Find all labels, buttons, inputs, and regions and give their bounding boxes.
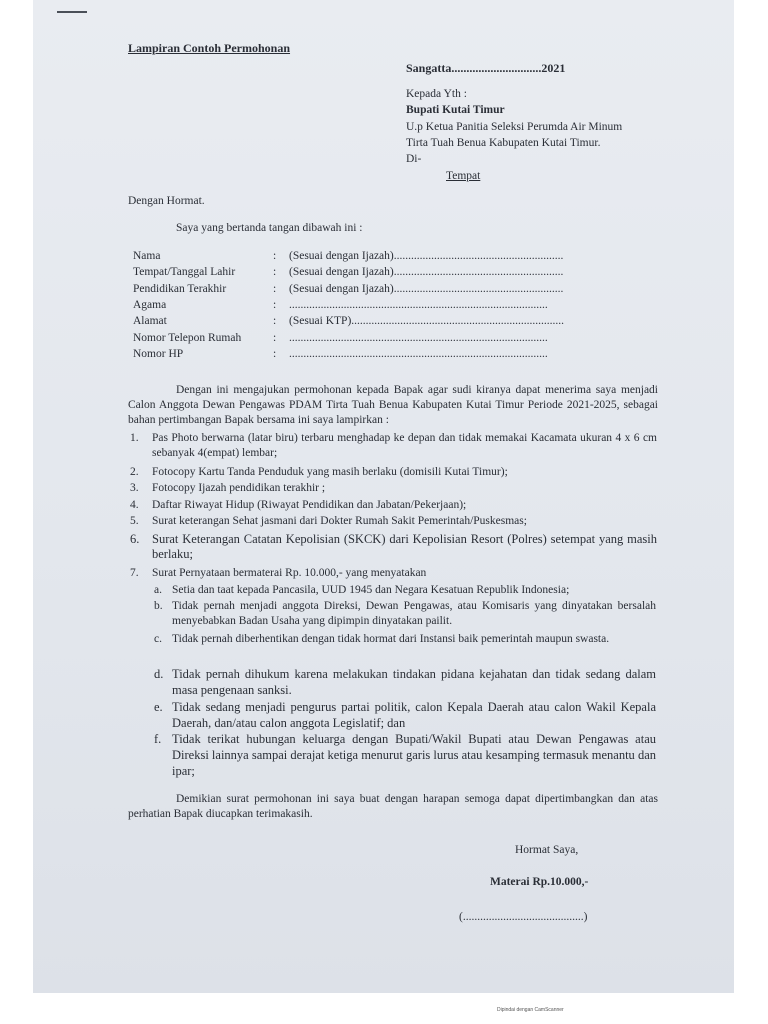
scanned-document-photo <box>33 0 734 993</box>
signature-salutation: Hormat Saya, <box>515 844 579 856</box>
field-colon: : <box>273 348 277 360</box>
field-label: Nomor Telepon Rumah <box>133 332 242 344</box>
field-label: Alamat <box>133 315 167 327</box>
sub-item: c. Tidak pernah diberhentikan dengan tidak hormat dari Instansi baik pemerintah maupun swasta. <box>154 633 610 645</box>
sub-item: b. Tidak pernah menjadi anggota Direksi, Dewan Pengawas, atau Komisaris yang dinyatakan bersalah menyebabkan Badan Usaha yang dipimpin dinyatakan pailit. <box>154 600 656 627</box>
field-colon: : <box>273 315 277 327</box>
recipient-tempat: Tempat <box>446 170 481 182</box>
body-paragraph-text: Dengan ini mengajukan permohonan kepada Bapak agar sudi kiranya dapat menerima saya menjadi Calon Anggota Dewan Pengawas PDAM Tirta Tuah Benua Kabupaten Kutai Timur Periode 2021-2025, sebagai bahan pertimbangan Bapak bersama ini saya lampirkan : <box>128 384 658 426</box>
place-date: Sangatta..............................2021 <box>406 61 566 75</box>
signature-name-line: (..........................................) <box>459 911 588 923</box>
list-item: 3. Fotocopy Ijazah pendidikan terakhir ; <box>130 482 326 494</box>
sub-item: a. Setia dan taat kepada Pancasila, UUD 1945 dan Negara Kesatuan Republik Indonesia; <box>154 584 570 596</box>
recipient-line2: Tirta Tuah Benua Kabupaten Kutai Timur. <box>406 137 601 149</box>
recipient-di: Di- <box>406 153 422 165</box>
scanner-watermark: Dipindai dengan CamScanner <box>497 1007 564 1013</box>
signature-materai: Materai Rp.10.000,- <box>490 876 589 888</box>
sub-item: e. Tidak sedang menjadi pengurus partai politik, calon Kepala Daerah atau calon Wakil Kepala Daerah, dan/atau calon anggota Legislatif; dan <box>154 700 656 730</box>
list-item: 1. Pas Photo berwarna (latar biru) terbaru menghadap ke depan dan tidak memakai Kacamata ukuran 4 x 6 cm sebanyak 4(empat) lembar; <box>130 432 657 459</box>
closing-paragraph <box>128 792 658 822</box>
field-value: .......................................................................................... <box>289 348 548 360</box>
sub-item: f. Tidak terikat hubungan keluarga dengan Bupati/Wakil Bupati atau Dewan Pengawas atau Direksi lainnya sampai derajat ketiga menurut garis lurus atau kesamping termasuk menantu dan ipar; <box>154 732 656 778</box>
list-item: 6. Surat Keterangan Catatan Kepolisian (SKCK) dari Kepolisian Resort (Polres) setempat yang masih berlaku; <box>130 532 657 561</box>
field-value: (Sesuai dengan Ijazah)........................................................... <box>289 283 564 295</box>
field-colon: : <box>273 332 277 344</box>
recipient-kepada: Kepada Yth : <box>406 88 467 100</box>
field-value: (Sesuai dengan Ijazah)........................................................... <box>289 266 564 278</box>
document-title: Lampiran Contoh Permohonan <box>128 41 291 55</box>
body-paragraph <box>128 383 658 428</box>
field-colon: : <box>273 283 277 295</box>
intro-text: Saya yang bertanda tangan dibawah ini : <box>176 222 363 234</box>
greeting: Dengan Hormat. <box>128 195 205 207</box>
list-item: 5. Surat keterangan Sehat jasmani dari Dokter Rumah Sakit Pemerintah/Puskesmas; <box>130 515 527 527</box>
field-label: Nama <box>133 250 161 262</box>
list-item: 7. Surat Pernyataan bermaterai Rp. 10.000,- yang menyatakan <box>130 567 427 579</box>
scan-mark <box>57 11 87 13</box>
list-item: 2. Fotocopy Kartu Tanda Penduduk yang masih berlaku (domisili Kutai Timur); <box>130 466 508 478</box>
field-value: (Sesuai KTP).......................................................................... <box>289 315 565 327</box>
sub-item: d. Tidak pernah dihukum karena melakukan tindakan pidana kejahatan dan tidak sedang dalam masa pengenaan sanksi. <box>154 667 656 697</box>
list-item: 4. Daftar Riwayat Hidup (Riwayat Pendidikan dan Jabatan/Pekerjaan); <box>130 499 467 511</box>
recipient-name: Bupati Kutai Timur <box>406 104 505 116</box>
field-label: Pendidikan Terakhir <box>133 283 227 295</box>
field-label: Agama <box>133 299 167 311</box>
field-value: .......................................................................................... <box>289 299 548 311</box>
recipient-line1: U.p Ketua Panitia Seleksi Perumda Air Minum <box>406 121 623 133</box>
field-value: .......................................................................................... <box>289 332 548 344</box>
field-colon: : <box>273 266 277 278</box>
field-value: (Sesuai dengan Ijazah)........................................................... <box>289 250 564 262</box>
field-label: Tempat/Tanggal Lahir <box>133 266 236 278</box>
field-colon: : <box>273 250 277 262</box>
field-colon: : <box>273 299 277 311</box>
paper-sheet <box>33 0 734 993</box>
closing-paragraph-text: Demikian surat permohonan ini saya buat dengan harapan semoga dapat dipertimbangkan dan atas perhatian Bapak diucapkan terimakasih. <box>128 793 658 820</box>
field-label: Nomor HP <box>133 348 184 360</box>
